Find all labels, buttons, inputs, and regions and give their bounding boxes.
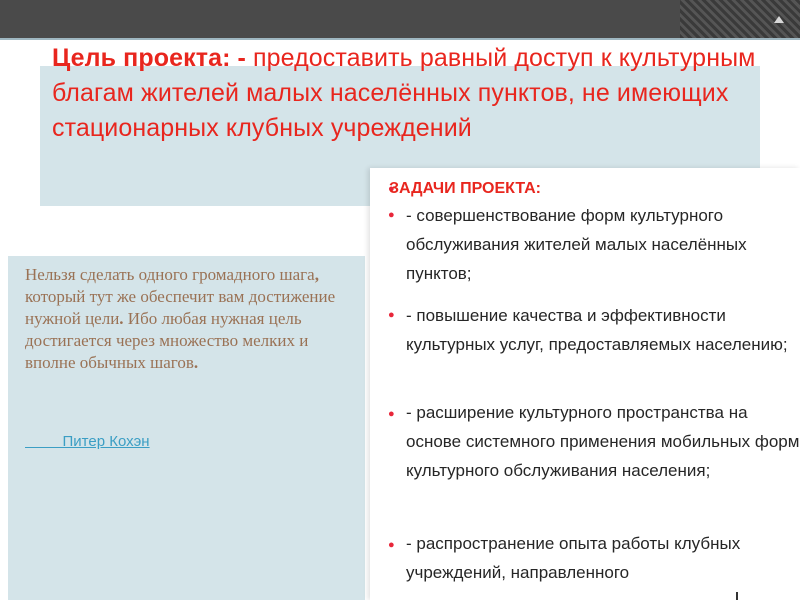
goal-lead: Цель проекта: - [52,44,254,72]
task-item: - расширение культурного пространства на основе системного применения мобильных форм культурного обслуживания населения; [406,403,800,480]
quote-author-link[interactable]: Питер Кохэн [25,433,150,450]
triangle-icon [774,16,784,23]
quote-dot-1: . [119,309,124,328]
bullet-icon [388,311,396,319]
goal-text: предоставить равный доступ к культурным благам жителей малых населённых пунктов, не имеющих стационарных клубных учреждений [52,44,756,142]
task-item: - распространение опыта работы клубных учреждений, направленного [406,534,741,582]
bullet-icon [388,410,396,418]
quote-text [25,264,360,374]
quote-part-3: Ибо любая нужная цель достигается через множество мелких и вполне обычных шагов [25,309,309,372]
quote-comma: , [314,265,319,284]
bullet-icon [388,211,396,219]
tasks-title: ЗАДАЧИ ПРОЕКТА: [389,180,541,197]
quote-dot-2: . [193,353,199,372]
quote-part-1: Нельзя сделать одного громадного шага [25,265,315,284]
corner-mark [736,592,738,600]
bullet-icon [388,541,396,549]
project-goal [52,41,772,146]
task-item: - повышение качества и эффективности культурных услуг, предоставляемых населению; [406,306,788,354]
task-item: - совершенствование форм культурного обслуживания жителей малых населённых пунктов; [406,206,747,283]
quote-part-2: который тут же обеспечит вам достижение нужной цели [25,287,336,328]
top-divider [0,38,800,40]
